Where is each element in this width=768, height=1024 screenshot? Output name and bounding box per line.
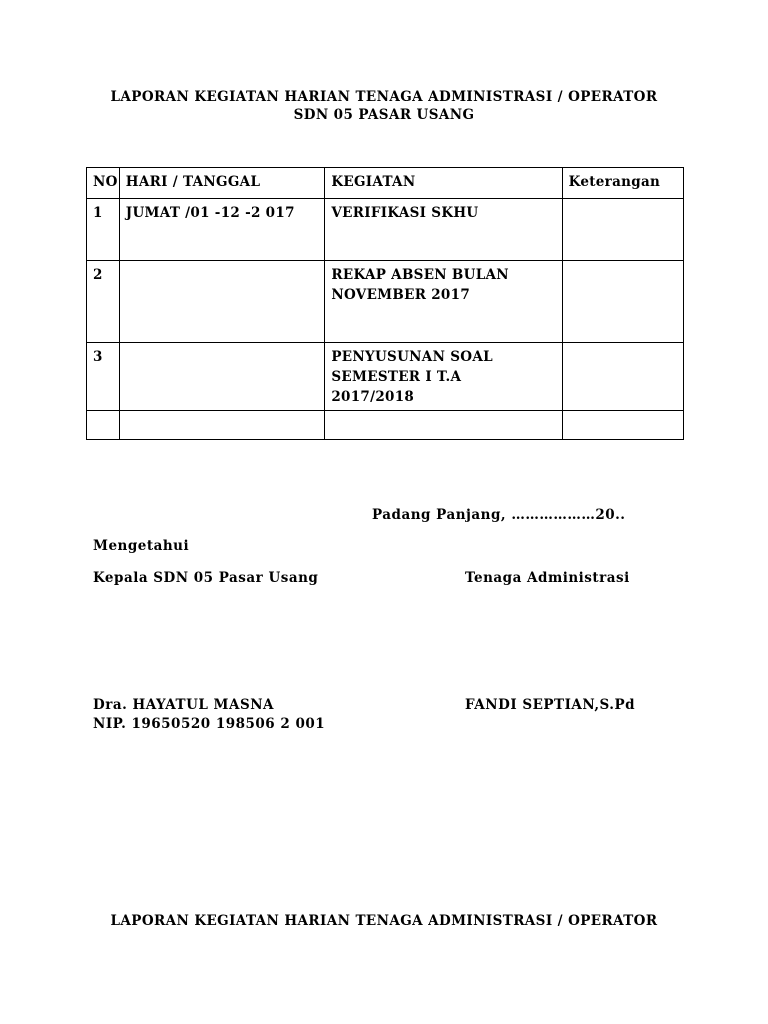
left-signer-nip: NIP. 19650520 198506 2 001 [93, 716, 326, 732]
left-signer-name: Dra. HAYATUL MASNA [93, 697, 275, 713]
right-signer-name: FANDI SEPTIAN,S.Pd [465, 697, 636, 713]
column-header-date: HARI / TANGGAL [119, 168, 325, 199]
activity-table [86, 167, 684, 440]
right-signer-role: Tenaga Administrasi [465, 570, 630, 586]
row-no: 2 [87, 261, 120, 343]
row-note [562, 343, 683, 411]
row-note [562, 199, 683, 261]
row-activity [325, 199, 562, 261]
row-note [562, 261, 683, 343]
left-signer-role: Kepala SDN 05 Pasar Usang [93, 570, 319, 586]
row-no: 1 [87, 199, 120, 261]
row-activity [325, 411, 562, 440]
table-header-row [87, 168, 684, 199]
activity-line: VERIFIKASI SKHU [331, 205, 479, 221]
report-title: LAPORAN KEGIATAN HARIAN TENAGA ADMINISTRASI / OPERATOR [110, 89, 658, 105]
activity-line: SEMESTER I T.A [331, 369, 462, 385]
table-row [87, 343, 684, 411]
row-date [119, 411, 325, 440]
report-subtitle: SDN 05 PASAR USANG [293, 107, 475, 123]
table-row [87, 261, 684, 343]
table-row [87, 411, 684, 440]
column-header-activity: KEGIATAN [325, 168, 562, 199]
column-header-note: Keterangan [562, 168, 683, 199]
activity-line: PENYUSUNAN SOAL [331, 349, 493, 365]
row-note [562, 411, 683, 440]
activity-line: NOVEMBER 2017 [331, 287, 471, 303]
next-page-title: LAPORAN KEGIATAN HARIAN TENAGA ADMINISTRASI / OPERATOR [110, 913, 658, 929]
row-no: 3 [87, 343, 120, 411]
row-activity [325, 343, 562, 411]
row-date [119, 261, 325, 343]
acknowledged-label: Mengetahui [93, 538, 190, 554]
table-row [87, 199, 684, 261]
row-activity [325, 261, 562, 343]
column-header-no: NO [87, 168, 120, 199]
row-date [119, 343, 325, 411]
place-date: Padang Panjang, ………………20.. [372, 507, 626, 523]
row-no [87, 411, 120, 440]
activity-line: 2017/2018 [331, 389, 415, 405]
activity-line: REKAP ABSEN BULAN [331, 267, 509, 283]
row-date: JUMAT /01 -12 -2 017 [119, 199, 325, 261]
